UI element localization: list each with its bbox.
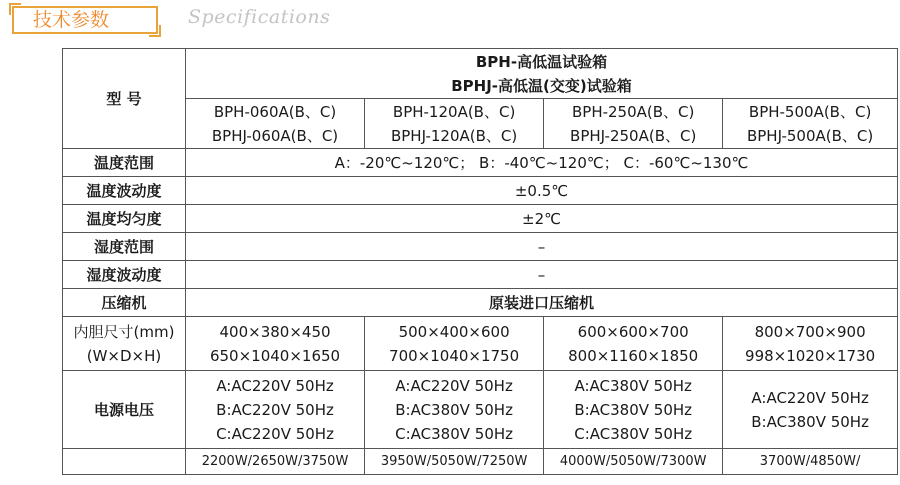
power-value: B:AC380V 50Hz bbox=[751, 412, 869, 431]
row-label: 压缩机 bbox=[63, 289, 186, 317]
row-value: A：-20℃~120℃； B：-40℃~120℃； C：-60℃~130℃ bbox=[185, 149, 897, 177]
power-cell bbox=[544, 371, 723, 449]
wattage-label bbox=[63, 449, 186, 475]
dimension-value: 500×400×600 bbox=[398, 322, 510, 341]
power-value: C:AC380V 50Hz bbox=[574, 424, 693, 443]
power-value: A:AC380V 50Hz bbox=[574, 376, 692, 395]
dimension-cell bbox=[544, 317, 723, 371]
row-value: – bbox=[185, 261, 897, 289]
power-value: B:AC380V 50Hz bbox=[574, 400, 693, 419]
model-cell bbox=[365, 99, 544, 149]
model-name: BPHJ-250A(B、C) bbox=[570, 126, 697, 145]
power-value: A:AC220V 50Hz bbox=[395, 376, 513, 395]
corner-ornament-icon bbox=[149, 25, 161, 37]
dimension-cell bbox=[723, 317, 898, 371]
table-row bbox=[63, 317, 898, 371]
series-header bbox=[185, 49, 897, 99]
dimension-value: 650×1040×1650 bbox=[209, 346, 341, 365]
power-value: A:AC220V 50Hz bbox=[216, 376, 334, 395]
dimension-cell bbox=[365, 317, 544, 371]
corner-ornament-icon bbox=[9, 3, 21, 15]
power-value: B:AC380V 50Hz bbox=[395, 400, 513, 419]
model-name: BPH-500A(B、C) bbox=[748, 102, 872, 121]
wattage-value: 2200W/2650W/3750W bbox=[185, 449, 364, 475]
row-label: 温度范围 bbox=[63, 149, 186, 177]
section-subtitle: Specifications bbox=[188, 6, 331, 28]
table-row bbox=[63, 449, 898, 475]
model-cell bbox=[544, 99, 723, 149]
series-line: BPHJ-高低温(交变)试验箱 bbox=[451, 76, 632, 95]
model-name: BPHJ-500A(B、C) bbox=[746, 126, 874, 145]
section-header bbox=[0, 0, 900, 40]
row-label: 温度均匀度 bbox=[63, 205, 186, 233]
dimension-value: 800×700×900 bbox=[754, 322, 866, 341]
model-name: BPHJ-120A(B、C) bbox=[390, 126, 518, 145]
row-value: ±0.5℃ bbox=[185, 177, 897, 205]
row-value: ±2℃ bbox=[185, 205, 897, 233]
model-label: 型 号 bbox=[63, 49, 186, 149]
dimension-value: 998×1020×1730 bbox=[745, 346, 876, 365]
power-value: B:AC220V 50Hz bbox=[216, 400, 334, 419]
section-title-box bbox=[12, 6, 158, 34]
table-row bbox=[63, 49, 898, 99]
dimension-value: 700×1040×1750 bbox=[389, 346, 520, 365]
dimension-value: 800×1160×1850 bbox=[568, 346, 699, 365]
table-row bbox=[63, 289, 898, 317]
power-label: 电源电压 bbox=[63, 371, 186, 449]
model-cell bbox=[185, 99, 364, 149]
power-value: C:AC220V 50Hz bbox=[216, 424, 334, 443]
power-value: A:AC220V 50Hz bbox=[751, 388, 869, 407]
table-row bbox=[63, 149, 898, 177]
table-row bbox=[63, 261, 898, 289]
dimension-label-line: 内胆尺寸(mm) bbox=[73, 322, 175, 341]
row-label: 湿度波动度 bbox=[63, 261, 186, 289]
model-name: BPH-060A(B、C) bbox=[213, 102, 337, 121]
table-row bbox=[63, 371, 898, 449]
power-value: C:AC380V 50Hz bbox=[395, 424, 514, 443]
table-row bbox=[63, 99, 898, 149]
spec-table bbox=[62, 48, 898, 475]
wattage-value: 3950W/5050W/7250W bbox=[365, 449, 544, 475]
table-row bbox=[63, 233, 898, 261]
row-label: 湿度范围 bbox=[63, 233, 186, 261]
dimension-value: 400×380×450 bbox=[219, 322, 331, 341]
model-name: BPH-250A(B、C) bbox=[571, 102, 695, 121]
row-value: – bbox=[185, 233, 897, 261]
dimension-cell bbox=[185, 317, 364, 371]
dimension-value: 600×600×700 bbox=[577, 322, 689, 341]
power-cell bbox=[723, 371, 898, 449]
wattage-value: 4000W/5050W/7300W bbox=[544, 449, 723, 475]
row-label: 温度波动度 bbox=[63, 177, 186, 205]
power-cell bbox=[185, 371, 364, 449]
model-name: BPHJ-060A(B、C) bbox=[211, 126, 339, 145]
wattage-value: 3700W/4850W/ bbox=[723, 449, 898, 475]
power-cell bbox=[365, 371, 544, 449]
dimension-label-line: (W×D×H) bbox=[86, 346, 162, 365]
dimension-label bbox=[63, 317, 186, 371]
section-title: 技术参数 bbox=[33, 9, 110, 31]
row-value: 原装进口压缩机 bbox=[185, 289, 897, 317]
model-cell bbox=[723, 99, 898, 149]
table-row bbox=[63, 205, 898, 233]
series-line: BPH-高低温试验箱 bbox=[475, 52, 608, 71]
table-row bbox=[63, 177, 898, 205]
model-name: BPH-120A(B、C) bbox=[392, 102, 516, 121]
